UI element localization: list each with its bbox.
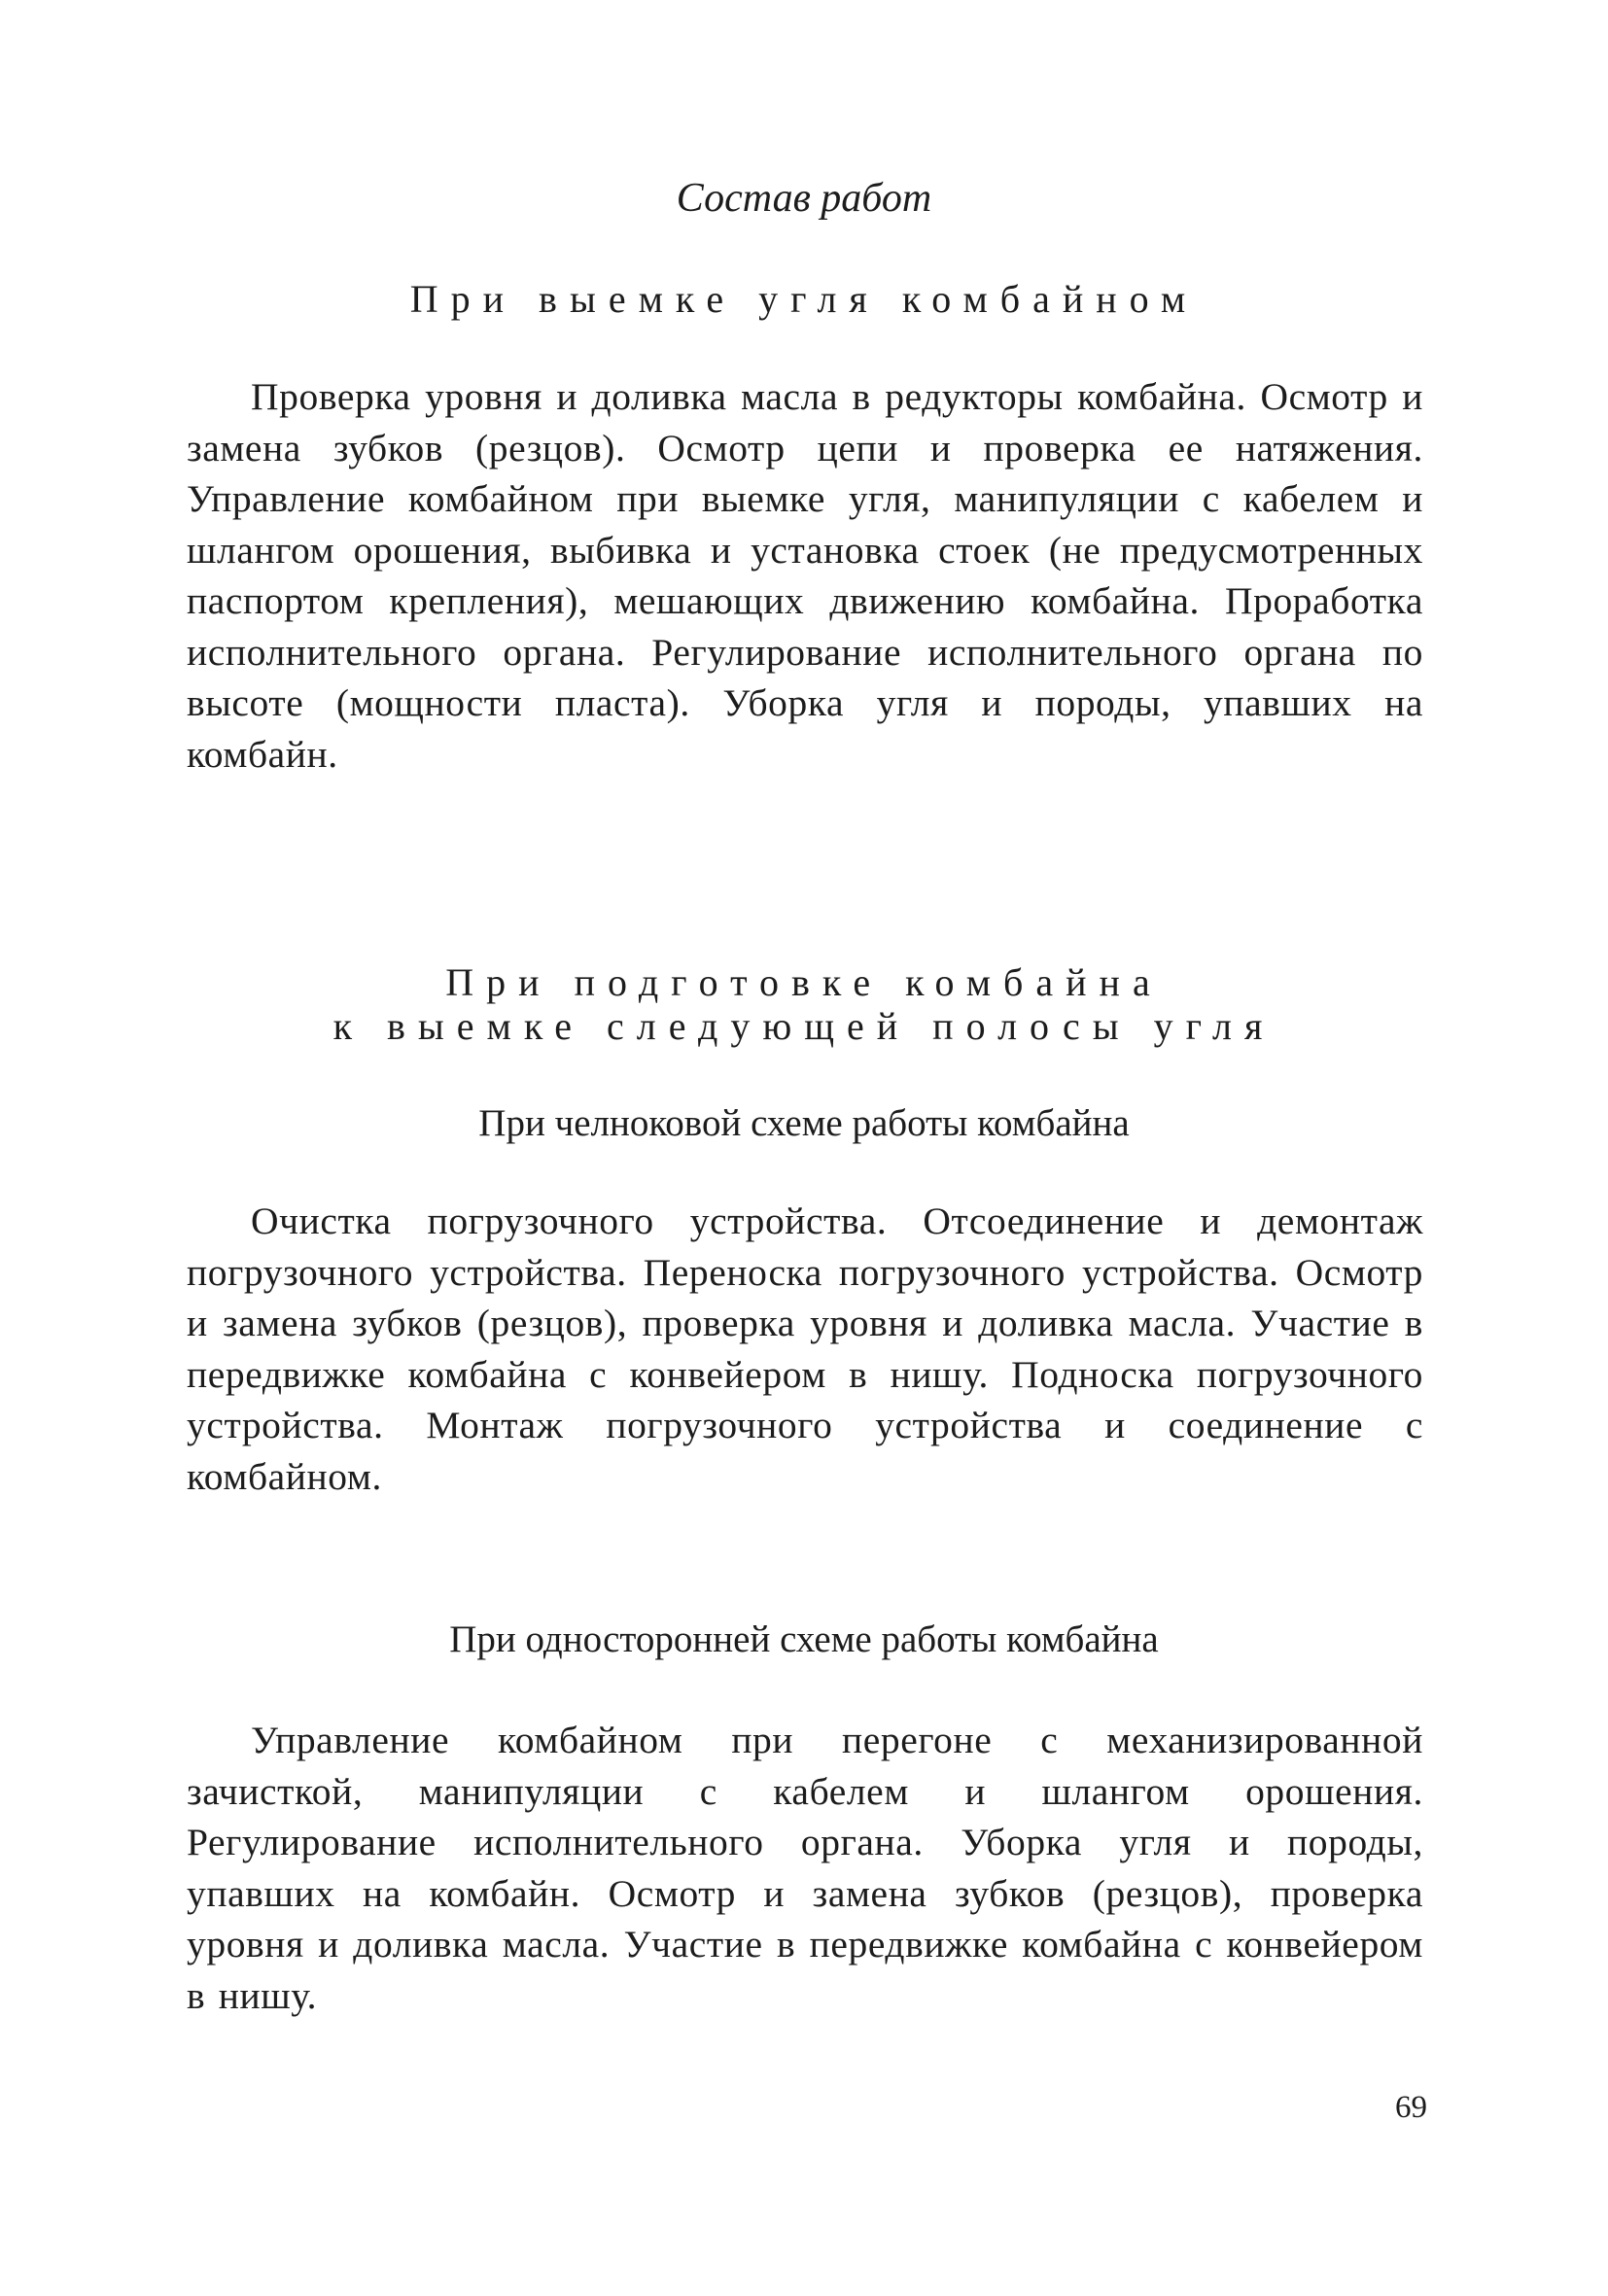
section-heading-coal-extraction: При выемке угля комбайном <box>409 277 1199 321</box>
section-heading-preparation-line2: к выемке следующей полосы угля <box>332 1004 1276 1048</box>
page-title: Состав работ <box>676 176 932 221</box>
subheading-shuttle-scheme: При челноковой схеме работы комбайна <box>478 1102 1130 1144</box>
subheading-one-sided-scheme: При односторонней схеме работы комбайна <box>449 1618 1159 1660</box>
paragraph-coal-extraction: Проверка уровня и доливка масла в редукторы комбайна. Осмотр и замена зубков (резцов). Осмотр цепи и проверка ее натяжения. Управление комбайном при выемке угля, манипуляции с кабелем и шлангом орошения, выбивка и установка стоек (не предусмотренных паспортом крепления), мешающих движению комбайна. Проработка исполнительного органа. Регулирование исполнительного органа по высоте (мощности пласта). Уборка угля и породы, упавших на комбайн. <box>187 375 1423 776</box>
paragraph-one-sided-scheme: Управление комбайном при перегоне с механизированной зачисткой, манипуляции с кабелем и шлангом орошения. Регулирование исполнительного органа. Уборка угля и породы, упавших на комбайн. Осмотр и замена зубков (резцов), проверка уровня и доливка масла. Участие в передвижке комбайна с конвейером в нишу. <box>187 1719 1423 2017</box>
page-number: 69 <box>1395 2090 1427 2125</box>
paragraph-shuttle-scheme: Очистка погрузочного устройства. Отсоединение и демонтаж погрузочного устройства. Переноска погрузочного устройства. Осмотр и замена зубков (резцов), проверка уровня и доливка масла. Участие в передвижке комбайна с конвейером в нишу. Подноска погрузочного устройства. Монтаж погрузочного устройства и соединение с комбайном. <box>187 1200 1423 1498</box>
section-heading-preparation-line1: При подготовке комбайна <box>445 960 1163 1004</box>
